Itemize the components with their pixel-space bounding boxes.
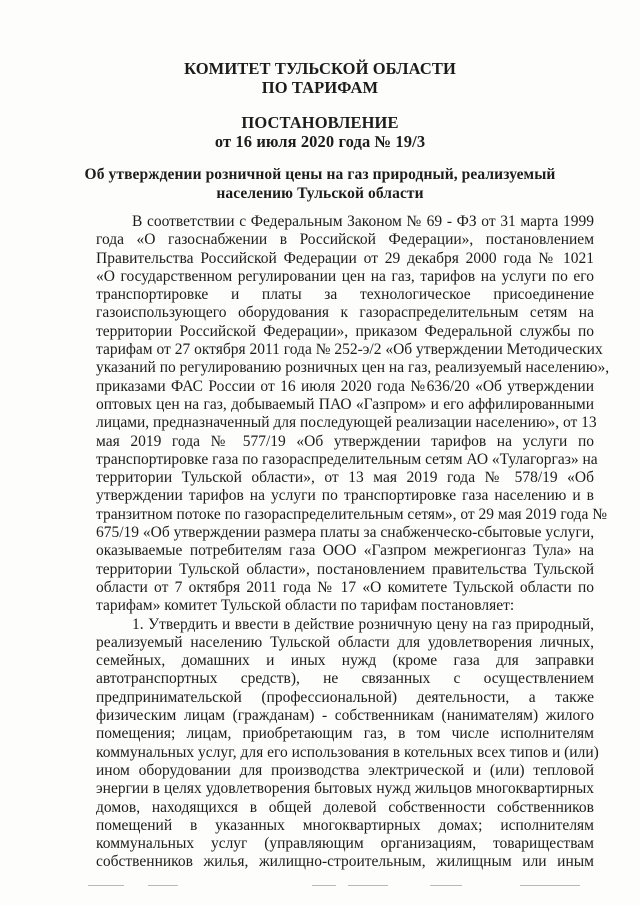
text-line: собственников жилья, жилищно-строительным, жилищным или иным	[96, 853, 594, 871]
text-line: тарифам» комитет Тульской области по тарифам постановляет:	[96, 597, 515, 615]
subject-line-2: населению Тульской области	[216, 185, 424, 202]
authority-line-2: ПО ТАРИФАМ	[261, 78, 379, 97]
document-body	[96, 213, 610, 872]
text-line: помещений в указанных многоквартирных домах; исполнителям	[96, 816, 594, 834]
text-line: оказываемые потребителям газа ООО «Газпром межрегионгаз Тула» на	[96, 542, 594, 560]
text-line: года «О газоснабжении в Российской Федерации», постановлением	[96, 231, 594, 249]
decree-date-number: от 16 июля 2020 года № 19/3	[214, 132, 426, 151]
text-line: территории Тульской области», постановлением правительства Тульской	[96, 560, 594, 578]
text-line: транспортировке газа по газораспределительным сетям АО «Тулагоргаз» на	[96, 450, 598, 468]
text-line: транспортировке и платы за технологическое присоединение	[96, 286, 594, 304]
text-line: лицами, предназначенный для последующей реализации населению», от 13	[96, 414, 597, 432]
scan-mark	[348, 885, 388, 886]
scan-mark	[430, 885, 462, 886]
text-line: энергии в целях удовлетворения бытовых нужд жильцов многоквартирных	[96, 780, 594, 798]
decree-title: ПОСТАНОВЛЕНИЕ	[241, 113, 399, 132]
text-line: В соответствии с Федеральным Законом № 69 - ФЗ от 31 марта 1999	[132, 213, 594, 230]
scan-mark	[520, 885, 580, 886]
text-line: коммунальных услуг (управляющим организациям, товариществам	[96, 835, 594, 853]
paragraph-item-1	[96, 615, 599, 872]
scan-mark	[88, 885, 124, 886]
text-line: территории Тульской области», от 13 мая 2019 года № 578/19 «Об	[96, 469, 594, 487]
text-line: домов, находящихся в общей долевой собственности собственников	[96, 798, 594, 816]
text-line: реализуемый населению Тульской области для удовлетворения личных,	[96, 633, 594, 651]
text-line: оптовых цен на газ, добываемый ПАО «Газпром» и его аффилированными	[96, 395, 594, 413]
text-line: транзитном потоке по газораспределительным сетям», от 29 мая 2019 года №	[96, 505, 608, 523]
subject-line-1: Об утверждении розничной цены на газ природный, реализуемый	[84, 166, 556, 183]
text-line: территории Российской Федерации», приказом Федеральной службы по	[96, 322, 594, 340]
issuing-authority	[0, 59, 640, 97]
text-line: 1. Утвердить и ввести в действие розничную цену на газ природный,	[132, 615, 594, 633]
text-line: помещения; лицам, приобретающим газ, в том числе исполнителям	[96, 725, 594, 743]
text-line: автотранспортных средств), не связанных с осуществлением	[96, 670, 594, 688]
preamble-paragraph	[96, 213, 610, 616]
scan-mark	[148, 885, 178, 886]
text-line: физическим лицам (гражданам) - собственникам (нанимателям) жилого	[96, 707, 594, 725]
text-line: мая 2019 года № 577/19 «Об утверждении тарифов на услуги по	[96, 432, 594, 450]
text-line: тарифам от 27 октября 2011 года № 252-э/2 «Об утверждении Методических	[96, 341, 603, 359]
text-line: Правительства Российской Федерации от 29 декабря 2000 года № 1021	[96, 249, 594, 267]
decree-subject	[0, 165, 640, 203]
text-line: области от 7 октября 2011 года № 17 «О комитете Тульской области по	[96, 578, 594, 596]
scan-mark	[312, 885, 336, 886]
text-line: газоиспользующего оборудования к газораспределительным сетям на	[96, 304, 594, 322]
text-line: утверждении тарифов на услуги по транспортировке газа населению и в	[96, 487, 594, 505]
text-line: «О государственном регулировании цен на газ, тарифов на услуги по его	[96, 267, 594, 285]
text-line: предпринимательской (профессиональной) деятельности, а также	[96, 688, 594, 706]
scan-edge-marks	[0, 880, 640, 892]
text-line: приказами ФАС России от 16 июля 2020 года №636/20 «Об утверждении	[96, 377, 594, 395]
text-line: семейных, домашних и иных нужд (кроме газа для заправки	[96, 652, 594, 670]
text-line: 675/19 «Об утверждении размера платы за снабженческо-сбытовые услуги,	[96, 524, 595, 542]
text-line: ином оборудовании для производства электрической и (или) тепловой	[96, 761, 594, 779]
text-line: указаний по регулированию розничных цен на газ, реализуемый населению»,	[96, 359, 610, 377]
authority-line-1: КОМИТЕТ ТУЛЬСКОЙ ОБЛАСТИ	[184, 59, 456, 78]
decree-heading	[0, 113, 640, 151]
text-line: коммунальных услуг, для его использования в котельных всех типов и (или)	[96, 743, 599, 761]
